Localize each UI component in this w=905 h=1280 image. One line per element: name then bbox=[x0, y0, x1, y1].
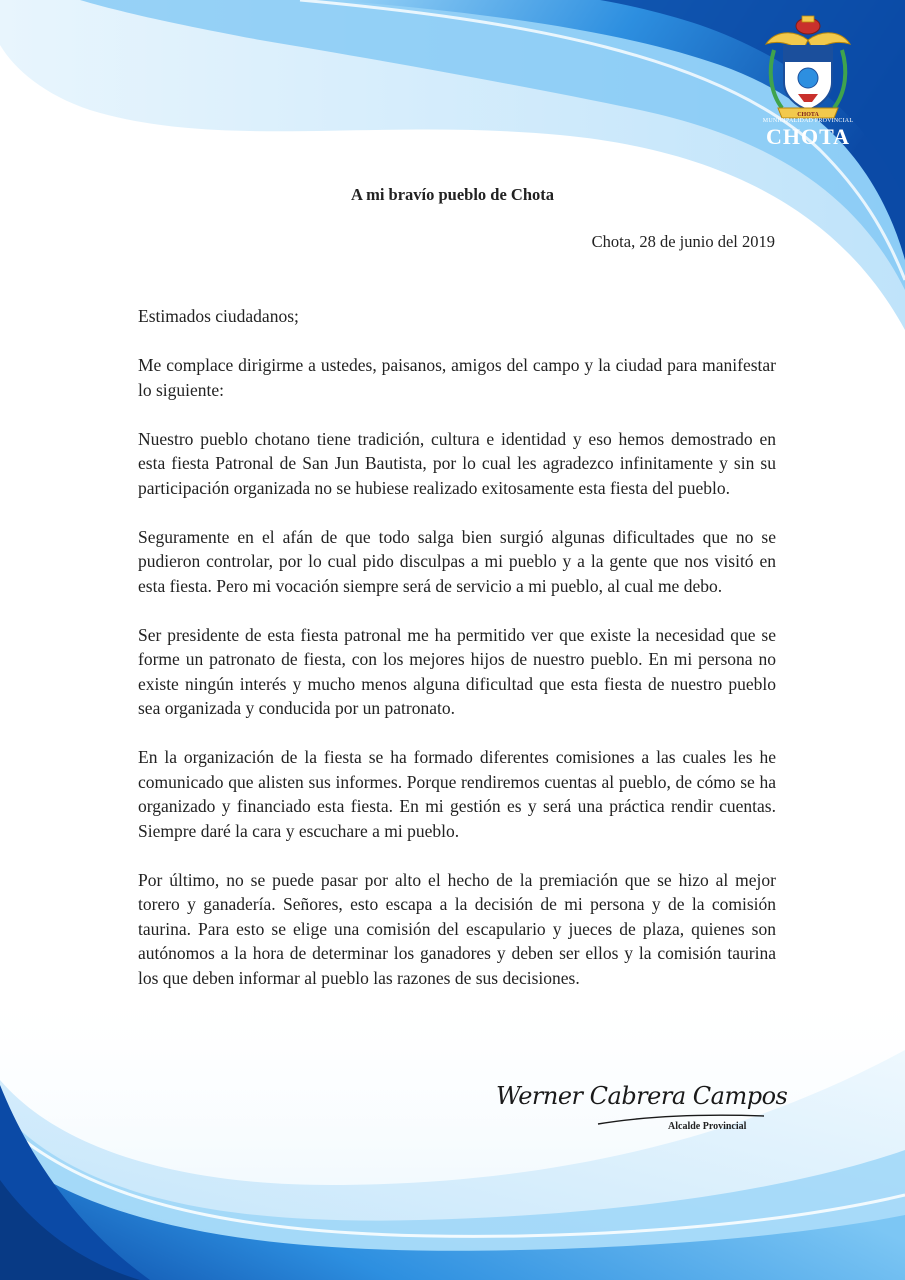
logo-name: CHOTA bbox=[765, 124, 851, 149]
body-paragraph: Seguramente en el afán de que todo salga bien surgió algunas dificultades que no se pudieron controlar, por lo cual pido disculpas a mi pueblo y a la gente que nos visitó en esta fiesta. Pero mi vocación siempre será de servicio a mi pueblo, al cual me debo. bbox=[138, 526, 776, 596]
letter-title: A mi bravío pueblo de Chota bbox=[350, 185, 555, 204]
greeting-paragraph: Estimados ciudadanos; bbox=[138, 306, 299, 326]
letter-date: Chota, 28 de junio del 2019 bbox=[591, 232, 775, 251]
body-paragraph: Me complace dirigirme a ustedes, paisanos, amigos del campo y la ciudad para manifestar lo siguiente: bbox=[138, 355, 776, 400]
signature-role: Alcalde Provincial bbox=[668, 1121, 747, 1132]
body-paragraph: Ser presidente de esta fiesta patronal me ha permitido ver que existe la necesidad que se forme un patronato de fiesta, con los mejores hijos de nuestro pueblo. En mi persona no existe ningún interés y mucho menos alguna dificultad que esta fiesta de nuestro pueblo sea organizada y conducida por un patronato. bbox=[138, 624, 776, 718]
signature-name: Werner Cabrera Campos bbox=[496, 1082, 788, 1110]
body-paragraph: Nuestro pueblo chotano tiene tradición, cultura e identidad y eso hemos demostrado en esta fiesta Patronal de San Jun Bautista, por lo cual les agradezco infinitamente y sin su participación organizada no se hubiese realizado exitosamente esta fiesta del pueblo. bbox=[138, 428, 776, 498]
body-paragraph: Por último, no se puede pasar por alto el hecho de la premiación que se hizo al mejor torero y ganadería. Señores, esto escapa a la decisión de mi persona y de la comisión taurina. Para esto se elige una comisión del escapulario y jueces de plaza, quienes son autónomos a la hora de determinar los ganadores y deben ser ellos y la comisión taurina los que deben informar al pueblo las razones de sus decisiones. bbox=[138, 869, 776, 988]
letter-body bbox=[138, 304, 776, 1015]
svg-text:CHOTA: CHOTA bbox=[797, 112, 819, 118]
logo-subtitle: MUNICIPALIDAD PROVINCIAL bbox=[762, 118, 854, 124]
body-paragraph: En la organización de la fiesta se ha formado diferentes comisiones a las cuales les he comunicado que alisten sus informes. Porque rendiremos cuentas al pueblo, de cómo se ha organizado y financiado esta fiesta. En mi gestión es y será una práctica rendir cuentas. Siempre daré la cara y escuchare a mi pueblo. bbox=[138, 747, 776, 841]
